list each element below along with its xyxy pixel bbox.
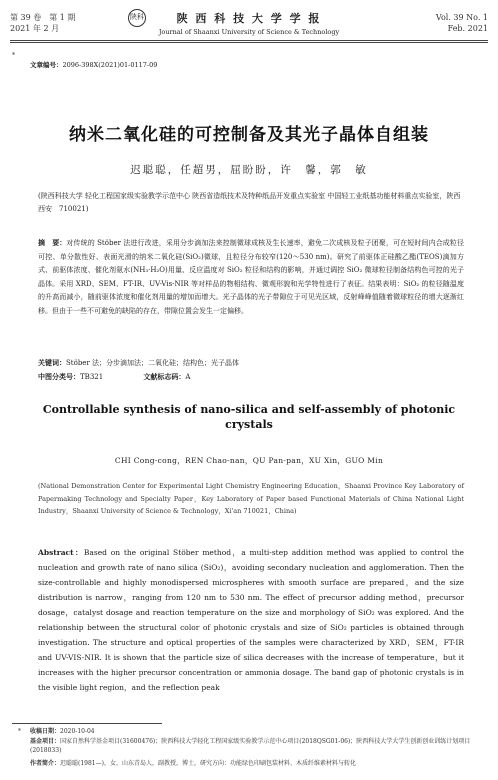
- article-number: [30, 60, 157, 69]
- header-rule-bottom: [10, 42, 488, 43]
- title-cn: 纳米二氧化硅的可控制备及其光子晶体自组装: [69, 125, 429, 145]
- clc-value: TB321: [80, 373, 104, 381]
- footnote-received: [18, 727, 486, 736]
- date-en: Feb. 2021: [447, 24, 488, 33]
- title-asterisk: *: [12, 52, 15, 59]
- volume-cn: 第 39 卷 第 1 期: [10, 13, 76, 22]
- journal-name-cn: 陕 西 科 技 大 学 学 报: [176, 12, 322, 25]
- header-center: [130, 10, 348, 36]
- article-number-label: 文章编号：: [30, 61, 63, 69]
- article-number-value: 2096-398X(2021)01-0117-09: [62, 61, 158, 69]
- classification: [38, 372, 190, 382]
- journal-name-en: Journal of Shaanxi University of Science & Technology: [158, 28, 340, 36]
- authors-en: CHI Cong-cong，REN Chao-nan，QU Pan-pan，XU Xin，GUO Min: [114, 456, 384, 465]
- fund-label: 基金项目：: [30, 738, 61, 745]
- keywords-cn-label: 关键词：: [38, 358, 66, 367]
- keywords-cn-text: Stöber 法；分步滴加法；二氧化硅；结构色；光子晶体: [66, 359, 240, 367]
- journal-header: [10, 8, 488, 38]
- journal-logo: 陕科: [128, 9, 146, 27]
- authors-cn: 迟聪聪，任超男，屈盼盼，许 馨，郭 敏: [130, 164, 368, 176]
- header-rule-top: [10, 40, 488, 41]
- keywords-cn: [38, 358, 464, 368]
- footnote-fund: [30, 737, 486, 755]
- abstract-cn: [38, 236, 464, 318]
- fund-value: 国家自然科学基金项目(31600476)；陕西科技大学轻化工程国家级实验教学示范中心项目(2018QSG01-06)；陕西科技大学大学生创新创业训练计划项目(2018033): [30, 738, 471, 754]
- doc-code-label: 文献标志码：: [143, 372, 186, 381]
- title-en: Controllable synthesis of nano-silica and self-assembly of photonic crystals: [42, 403, 456, 431]
- abstract-en-label: Abstract：: [38, 548, 84, 557]
- date-cn: 2021 年 2 月: [10, 24, 60, 33]
- author-bio-value: 迟聪聪(1981—)，女，山东青岛人，副教授，博士，研究方向：功能绿色印刷包装材料、木质纤维素材料与转化: [60, 760, 356, 767]
- affiliation-cn: (陕西科技大学 轻化工程国家级实验教学示范中心 陕西省造纸技术及特种纸品开发重点实验室 中国轻工业纸基功能材料重点实验室，陕西 西安 710021): [38, 192, 461, 213]
- abstract-cn-text: 对传统的 Stöber 法进行改进，采用分步滴加法来控制微球成核及生长速率，避免二次成核及粒子团聚，可在短时间内合成粒径可控、单分散性好、表面光滑的纳米二氧化硅(SiO₂)微球，且粒径分布较窄(120～530 nm)。研究了前驱体正硅酸乙酯(TEOS)滴加方式、前驱体浓度、催化剂氨水(NH₃·H₂O)用量、反应温度对 SiO₂ 粒径和结构的影响，并通过调控 SiO₂ 微球粒径制备结构色可控的光子晶体。采用 XRD、SEM、FT-IR、UV-Vis-NIR 等对样品的物相结构、微观形貌和光学特性进行了表征。结果表明：SiO₂ 的粒径随温度的升高而减小，随前驱体浓度和催化剂用量的增加而增大。光子晶体的光子带隙位于可见光区域，反射峰峰值随着微球粒径的增大逐渐红移。但由于一些不可避免的缺陷的存在，带隙位置会发生一定偏移。: [38, 239, 464, 315]
- abstract-en: [38, 545, 464, 695]
- header-left: [10, 12, 75, 34]
- abstract-cn-label: 摘 要：: [38, 238, 67, 247]
- footnote-asterisk: *: [18, 728, 21, 735]
- affiliation-en: (National Demonstration Center for Experimental Light Chemistry Engineering Education，Shaanxi Province Key Laboratory of Papermaking Technology and Specialty Paper，Key Laboratory of Paper based Functional Materials of China National Light Industry，Shaanxi University of Science & Technology，Xi'an 710021，China): [38, 482, 464, 515]
- author-bio-label: 作者简介：: [30, 760, 61, 767]
- abstract-en-text: Based on the original Stöber method，a multi-step addition method was applied to control the nucleation and growth rate of nano silica (SiO₂)，avoiding secondary nucleation and agglomeration. Then the size-controllable and highly monodispersed microspheres with smooth surface are prepared，and the size distribution is narrow，ranging from 120 nm to 530 nm. The effect of precursor adding method，precursor dosage，catalyst dosage and reaction temperature on the size and morphology of SiO₂ was explored. And the relationship between the structural color of photonic crystals and size of SiO₂ particles is obtained through investigation. The structure and optical properties of the samples were characterized by XRD，SEM，FT-IR and UV-VIS-NIR. It is shown that the particle size of silica decreases with the increase of temperature，but it increases with the higher precursor concentration or ammonia dosage. The band gap of photonic crystals is in the visible light region，and the reflection peak: [38, 548, 464, 692]
- footnote-author: [30, 759, 486, 768]
- received-label: 收稿日期：: [30, 728, 61, 735]
- clc-label: 中图分类号：: [38, 372, 80, 381]
- header-right: [436, 12, 488, 34]
- doc-code-value: A: [185, 373, 191, 381]
- footnote-rule: [12, 723, 162, 724]
- received-value: 2020-10-04: [60, 728, 95, 735]
- volume-en: Vol. 39 No. 1: [435, 13, 488, 22]
